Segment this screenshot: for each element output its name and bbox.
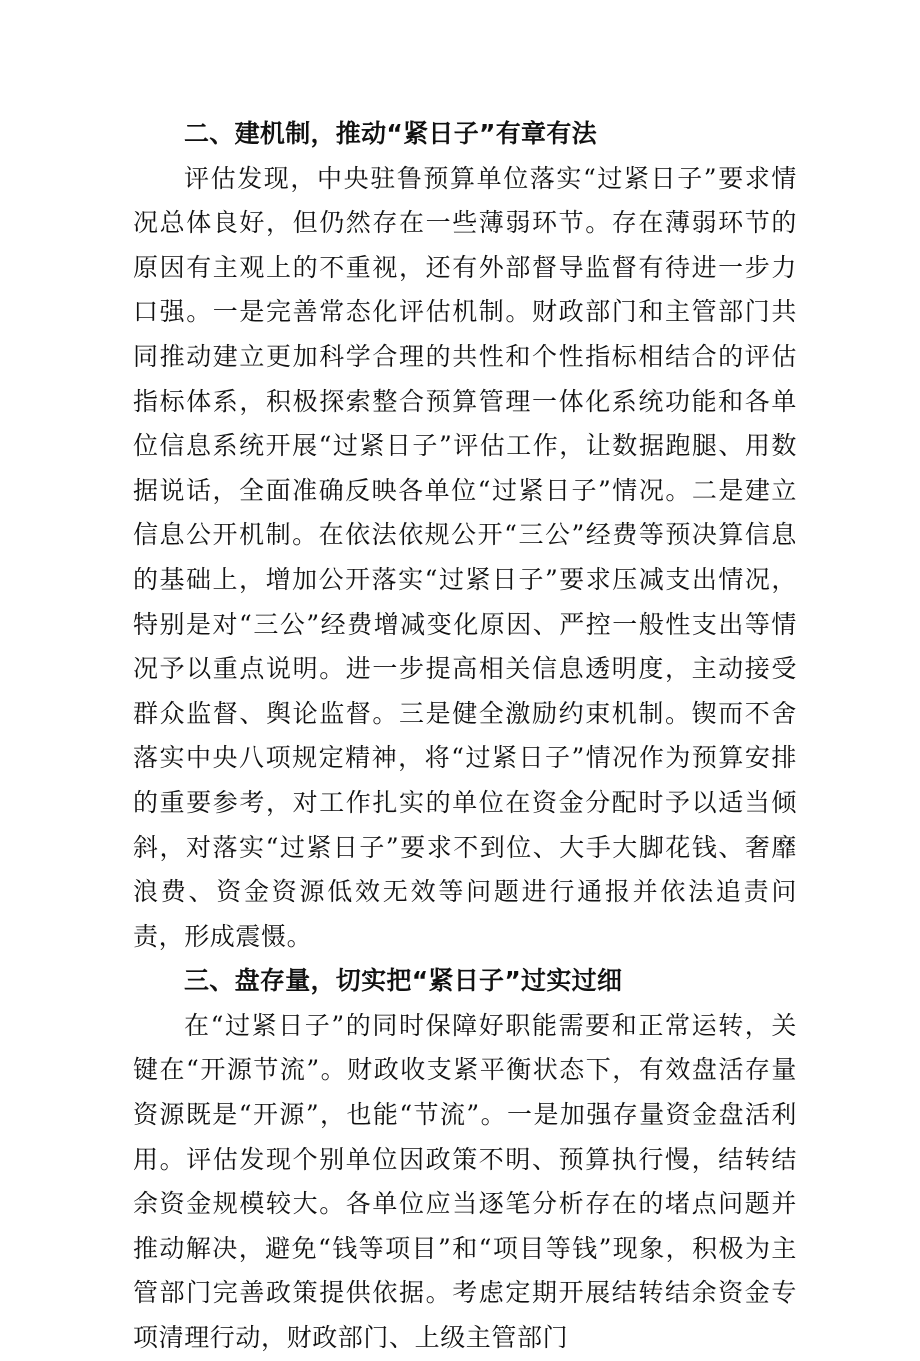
document-body: [133, 112, 797, 1361]
section-paragraph-mechanism: 评估发现，中央驻鲁预算单位落实“过紧日子”要求情况总体良好，但仍然存在一些薄弱环节。存在薄弱环节的原因有主观上的不重视，还有外部督导监督有待进一步力口强。一是完善常态化评估机制。财政部门和主管部门共同推动建立更加科学合理的共性和个性指标相结合的评估指标体系，积极探索整合预算管理一体化系统功能和各单位信息系统开展“过紧日子”评估工作，让数据跑腿、用数据说话，全面准确反映各单位“过紧日子”情况。二是建立信息公开机制。在依法依规公开“三公”经费等预决算信息的基础上，增加公开落实“过紧日子”要求压减支出情况，特别是对“三公”经费增减变化原因、严控一般性支出等情况予以重点说明。进一步提高相关信息透明度，主动接受群众监督、舆论监督。三是健全激励约束机制。锲而不舍落实中央八项规定精神，将“过紧日子”情况作为预算安排的重要参考，对工作扎实的单位在资金分配时予以适当倾斜，对落实“过紧日子”要求不到位、大手大脚花钱、奢靡浪费、资金资源低效无效等问题进行通报并依法追责问责，形成震慑。: [133, 163, 797, 951]
section-heading-mechanism: 二、建机制，推动“紧日子”有章有法: [184, 119, 597, 148]
section-heading-stock: 三、盘存量，切实把“紧日子”过实过细: [184, 966, 623, 996]
section-paragraph-stock: 在“过紧日子”的同时保障好职能需要和正常运转，关键在“开源节流”。财政收支紧平衡状态下，有效盘活存量资源既是“开源”，也能“节流”。一是加强存量资金盘活利用。评估发现个别单位因政策不明、预算执行慢，结转结余资金规模较大。各单位应当逐笔分析存在的堵点问题并推动解决，避免“钱等项目”和“项目等钱”现象，积极为主管部门完善政策提供依据。考虑定期开展结转结余资金专项清理行动，财政部门、上级主管部门: [133, 1010, 797, 1353]
